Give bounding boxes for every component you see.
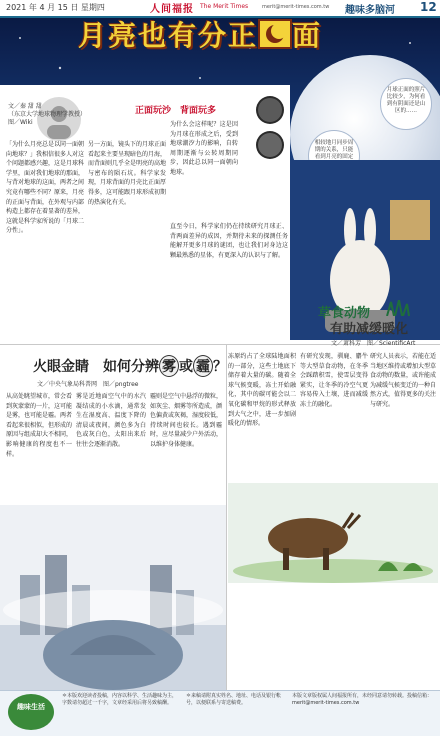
fog-body-col-2: 雾是近地面空气中的水汽凝结成的小水滴，通常发生在湿度高、温度下降的清晨或夜间，颜色多为白色或灰白色，太阳出来后往往会逐渐消散。 [76, 393, 146, 448]
moon-byline [8, 103, 88, 127]
page-number: 12 [420, 0, 437, 14]
brand-logo-text: 人间福报 [150, 4, 194, 15]
fog-title-q: ？ [213, 359, 227, 375]
footer-note-3: 本版文章版权属人间福报所有，未经同意请勿转载。投稿信箱：merit@merit-times.com.tw [292, 693, 433, 706]
fog-city-illustration [0, 505, 226, 695]
herbivore-title-line2: 有助减缓暖化 [330, 322, 409, 337]
fog-title-fog-char: 雾 [159, 355, 179, 377]
footer-badge: 趣味生活 [8, 694, 54, 730]
fog-body-col-3: 霾则是空气中悬浮的微粒，如灰尘、烟雾等所造成，颜色偏黄或灰褐，湿度较低，持续时间也较长。遇到霾时，应尽量减少户外活动，以维护身体健康。 [150, 393, 223, 448]
footer-note-2: ＊来稿请附真实姓名、地址、电话及银行帐号，以便联系与寄送稿费。 [186, 693, 282, 706]
herbivore-body-col-1: 冻原约占了全球陆地面积的一部分，这些土地底下储存着大量的碳。随着全球气候变暖，冻土开始融化，其中的碳可能会以二氧化碳和甲烷的形式释放到大气之中，进一步加剧暖化的情形。 [228, 353, 296, 428]
herbivore-body-col-2: 有研究发现，驯鹿、麝牛等大型草食动物，在冬季会踩踏积雪，使雪层变得紧实，让冬季的冷空气更容易传入土壤，进而减缓冻土的融化。 [300, 353, 368, 408]
herbivore-title-line1: 草食动物 [318, 306, 371, 321]
herbivore-byline: 文／萧科芳 图／ScientificArt [331, 340, 416, 347]
footer-note-1: ＊本版欢迎读者投稿，内容以科学、生活趣味为主，字数请勿超过一千字，文章经采用后将另致稿酬。 [62, 693, 178, 706]
moon-phase-photos [250, 95, 290, 169]
fog-article-title [33, 355, 227, 377]
issue-date: 2021 年 4 月 15 日 星期四 [6, 3, 105, 12]
herbivore-illustration [228, 483, 438, 583]
moon-body-col-3: 为什么会这样呢？这是因为月球在形成之后，受到地球潮汐力的影响，自转周期逐渐与公转周期同步，因此总以同一面朝向地球。 [170, 121, 238, 176]
brand-subtitle: The Merit Times [200, 3, 249, 10]
fog-title-a: 火眼金睛 如何分辨 [33, 359, 159, 375]
moon-body-col-4: 直至今日，科学家们仍在持续研究月球正、背两面差异的成因，并期待未来的探测任务能解开更多月球的谜团，也让我们对身边这颗最熟悉的星体，有更深入的认识与了解。 [170, 223, 288, 259]
title-text-a: 月亮也有分正 [78, 19, 259, 52]
crescent-glyph-icon [258, 19, 292, 49]
callout-bubble-2: 相较地月同步周期的关系，只能看到月亮的固定 [308, 130, 360, 182]
herbivore-body-col-3: 研究人员表示，若能在适当地区维持或增加大型草食动物的数量，或许能成为减缓气候变迁的一种自然方式，值得更多的关注与研究。 [370, 353, 437, 408]
moon-body-col-2: 另一方面，镜头下的月球正面看起来主要呈现暗色的月海，而背面则几乎全是明亮的高地与密布的陨石坑。科学家发现，月球背面的月壳比正面厚得多，这可能跟月球形成初期的热演化有关。 [88, 141, 167, 206]
image-credit: 图／Wiki [8, 119, 33, 126]
grass-icon [385, 300, 411, 316]
author-name: 文／秦 甜 甜 [8, 103, 42, 110]
title-text-b: 面 [292, 19, 323, 52]
callout-bubble-1: 月球正面的照片比较少，为何看到有阴面还是山区的…… [380, 78, 432, 130]
fog-title-or: 或 [179, 359, 193, 375]
author-title: （东京大学地球物理学教授） [8, 111, 87, 118]
fog-title-haze-char: 霾 [193, 355, 213, 377]
fog-byline: 文／中央气象局科普网 图／pngtree [37, 381, 139, 388]
contact-url: merit@merit-times.com.tw [262, 4, 330, 10]
section-name: 趣味多脑河 [345, 5, 395, 16]
moon-subheading: 正面玩沙 背面玩多 [135, 106, 217, 116]
moon-body-col-1: 「为什么月亮总是以同一面朝向地球？」我相信很多人对这个问题都感兴趣，这是月球科学里，面对我们地球的那面，与背对地球的这面，两者之间究竟有哪些不同？原来，月亮的正面与背面，在外观与内部构造上都存在着显著的差异，这就是科学家所说的「月球二分性」。 [6, 141, 85, 235]
fog-body-col-1: 从高处眺望城市，常会看到灰蒙蒙的一片，这可能是雾，也可能是霾。两者看起来很相似，但形成的原因与组成却大不相同，影响健康的程度也不一样。 [6, 393, 73, 458]
section-divider-vertical [226, 345, 227, 690]
moon-article-title [78, 14, 322, 54]
